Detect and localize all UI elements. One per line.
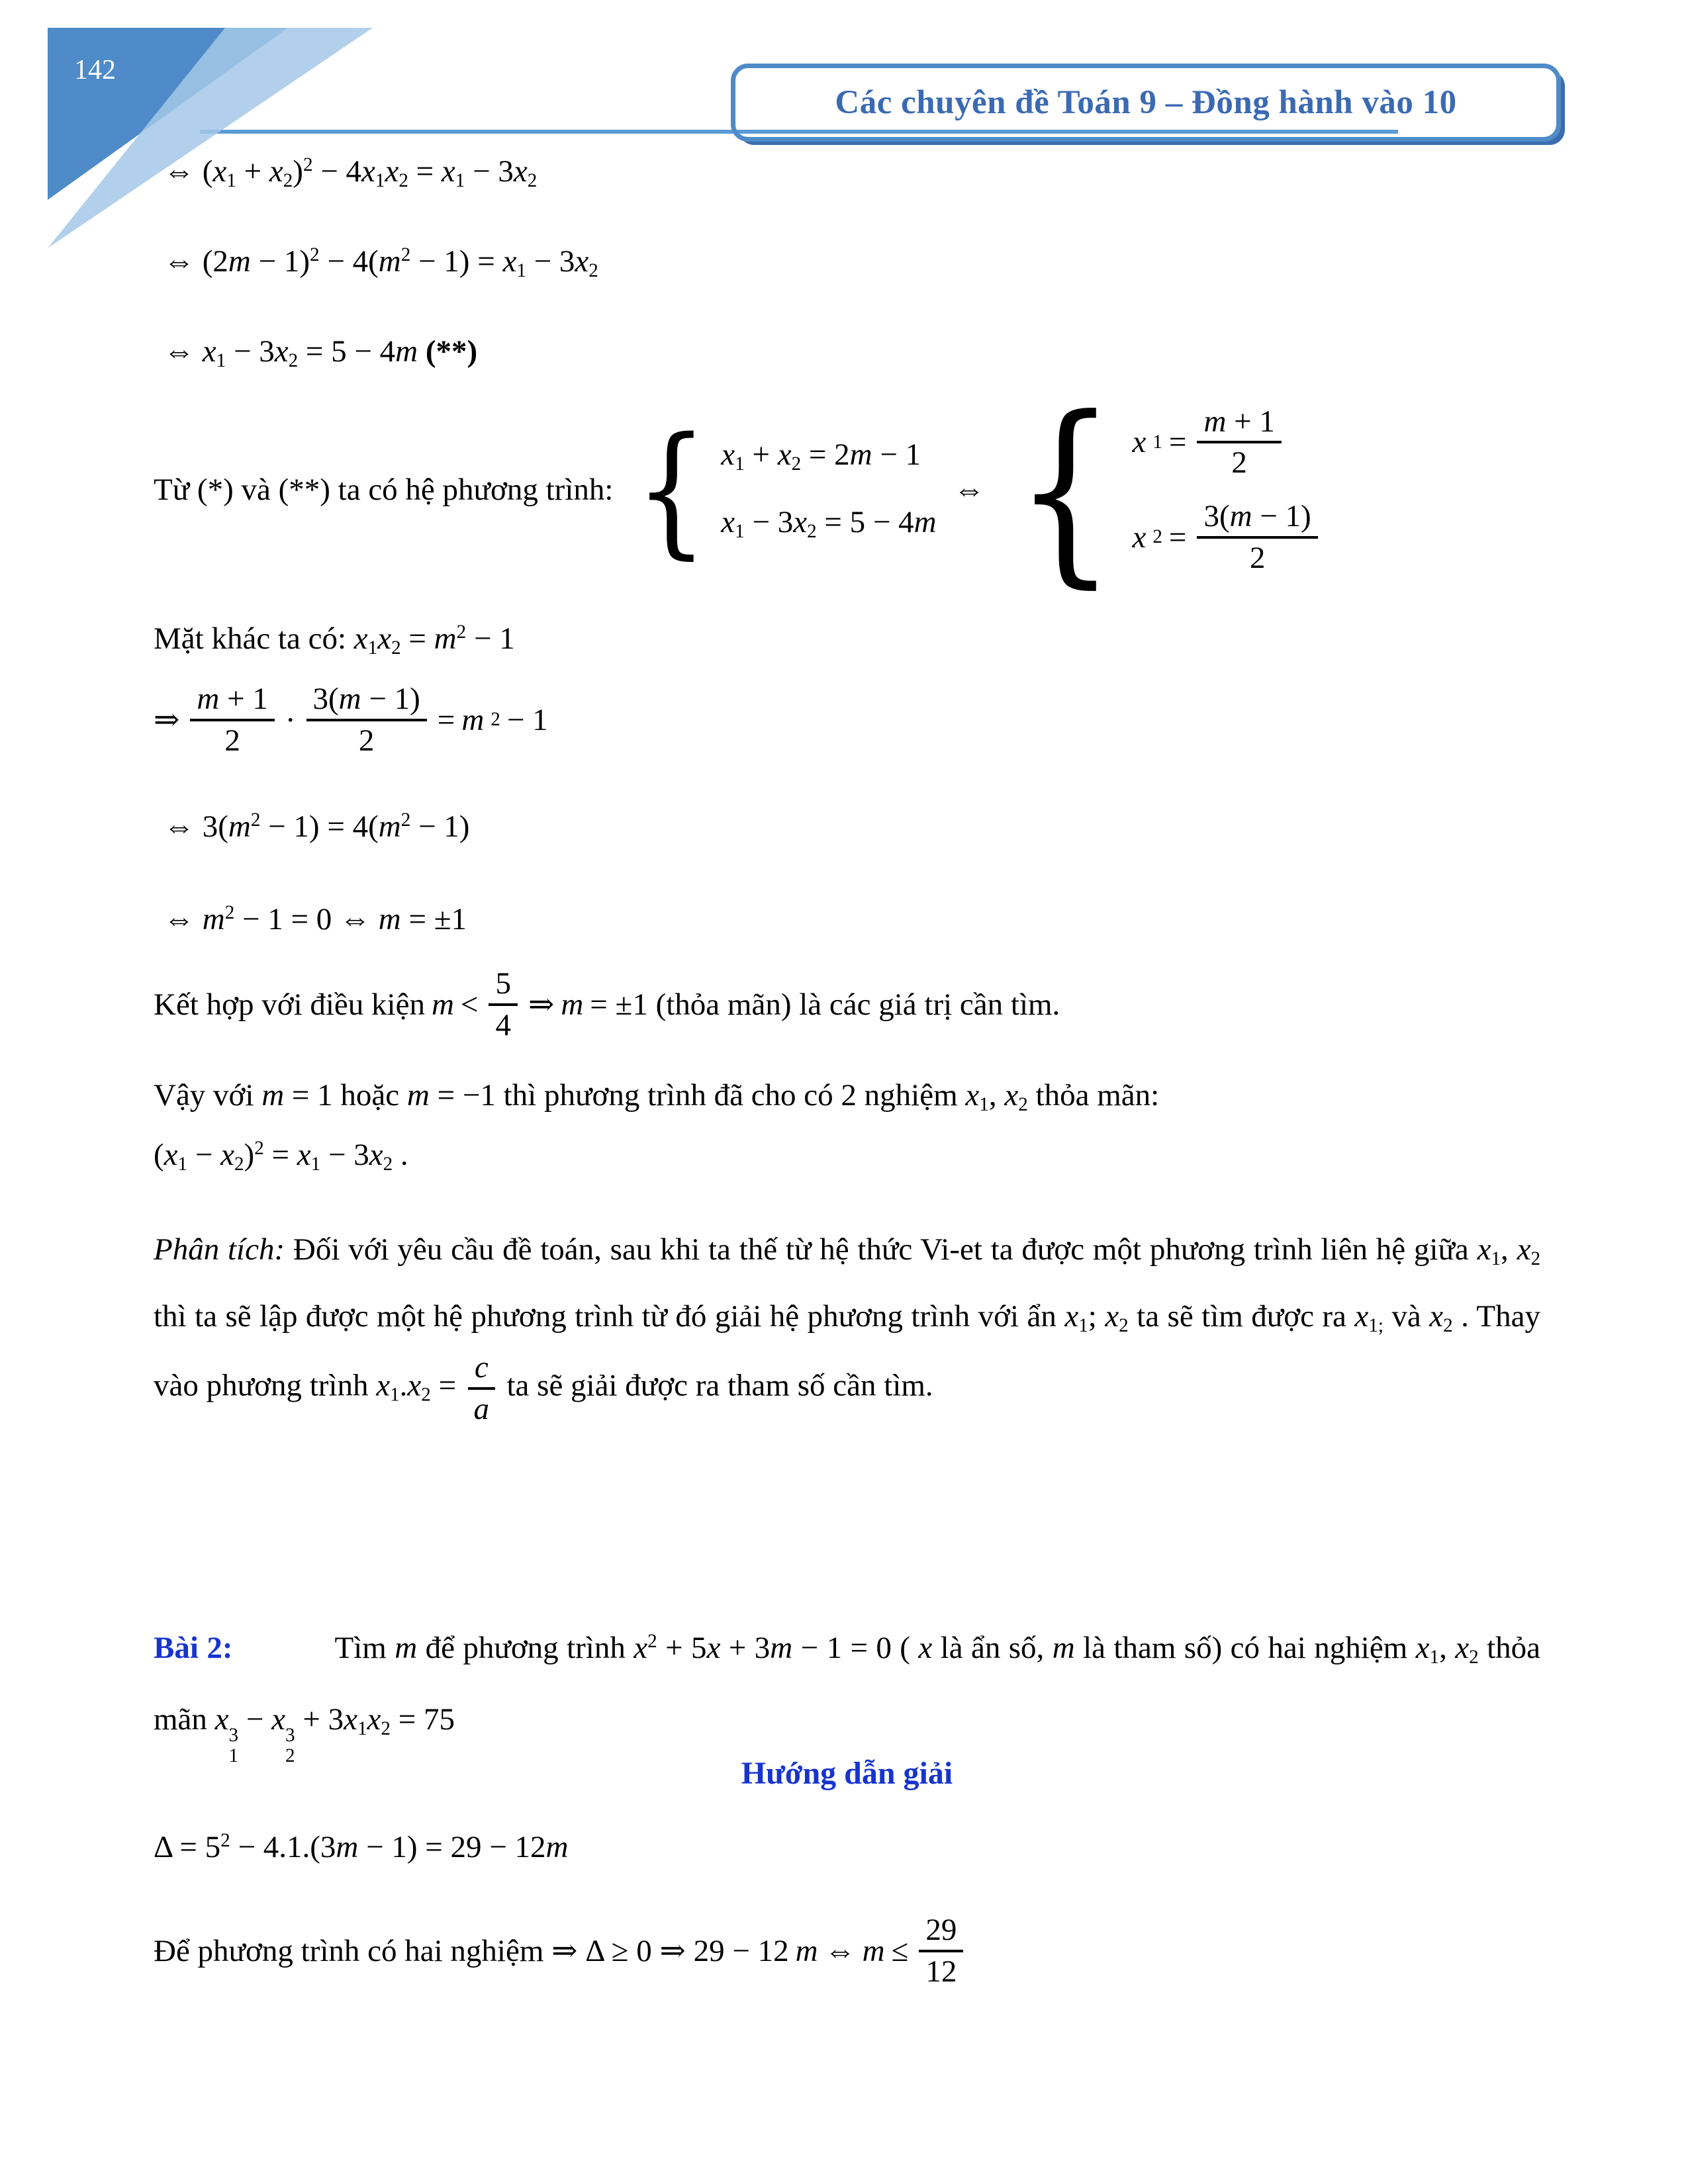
- left-brace-2: {: [1014, 374, 1116, 606]
- huong-dan-giai-heading: Hướng dẫn giải: [741, 1756, 953, 1791]
- system-equiv-arrow: ⇔: [953, 473, 985, 507]
- header-title-box: [731, 64, 1561, 142]
- phan-tich-paragraph: Phân tích: Đối với yêu cầu đề toán, sau khi ta thế từ hệ thức Vi-et ta được một phương trình liên hệ giữa $x_1$, $x_2$ thì ta sẽ lập được một hệ phương trình từ đó giải hệ phương trình với ẩn $x_1$; $x_2$ ta sẽ tìm được ra $x_{1;}$ và $x_2$ . Thay vào phương trình $x_1.x_2$ = $\frac{c}{a}$ ta sẽ giải được ra tham số cần tìm.: [154, 1232, 1541, 1426]
- ket-hop-line: Kết hợp với điều kiện m < 5 4 ⇒ m = ±1 (thỏa mãn) là các giá trị cần tìm.: [154, 966, 1060, 1042]
- system-eq-b: $x_1 - 3x_2 = 5 - 4m$: [721, 505, 937, 543]
- bai2-label: Bài 2:: [154, 1631, 233, 1665]
- page-number: 142: [74, 55, 116, 85]
- equation-line-6: ⇒ m + 1 2 · 3(m − 1) 2 = m 2 − 1: [154, 682, 548, 758]
- equation-line-3: ⇔ $x_1 - 3x_2 = 5 - 4m$ (**): [164, 334, 478, 372]
- system-of-equations-row: [154, 374, 1322, 606]
- system-intro-text: Từ (*) và (**) ta có hệ phương trình:: [154, 473, 614, 507]
- equation-line-1: ⇔ $(x_1 + x_2)^2 - 4x_1x_2 = x_1 - 3x_2$: [164, 154, 538, 192]
- equation-line-7: ⇔ $3(m^2 - 1) = 4(m^2 - 1)$: [164, 809, 470, 844]
- equation-line-8: ⇔ $m^2 - 1 = 0$ ⇔ m = ±1: [164, 901, 467, 936]
- system-sol-b: x 2 = 3(m − 1) 2: [1132, 499, 1321, 575]
- motk-line: Mặt khác ta có: $x_1x_2 = m^2 - 1$: [154, 621, 515, 659]
- vay-voi-line: Vậy với m = 1 hoặc m = −1 thì phương trình đã cho có 2 nghiệm $x_1$, $x_2$ thỏa mãn:: [154, 1078, 1160, 1116]
- system-sol-a: x 1 = m + 1 2: [1132, 404, 1321, 480]
- system-equations: [721, 437, 936, 543]
- system-solutions: [1132, 404, 1321, 576]
- delta-line: $\Delta = 5^2 - 4.1.(3m - 1) = 29 - 12m$: [154, 1829, 569, 1864]
- corner-triangle-decoration: [0, 0, 410, 265]
- header-title: Các chuyên đề Toán 9 – Đồng hành vào 10: [835, 84, 1457, 121]
- equation-line-11: $(x_1 - x_2)^2 = x_1 - 3x_2$ .: [154, 1137, 408, 1175]
- bai2-paragraph: [154, 1612, 1540, 1766]
- left-brace-1: {: [635, 406, 708, 572]
- bai2-statement: Tìm m để phương trình $x^2 + 5x + 3m - 1 = 0$ ( x là ẩn số, m là tham số) có hai nghiệm $x_1$, $x_2$ thỏa mãn x 3 1 − x 3 2 + $3x_1x_2 = 75$: [154, 1630, 1541, 1766]
- equation-line-2: ⇔ $(2m - 1)^2 - 4(m^2 - 1) = x_1 - 3x_2$: [164, 244, 598, 282]
- dieu-kien-line: Để phương trình có hai nghiệm ⇒ Δ ≥ 0 ⇒ 29 − 12 m ⇔ m ≤ 29 12: [154, 1913, 967, 1989]
- system-eq-a: $x_1 + x_2 = 2m - 1$: [721, 437, 921, 475]
